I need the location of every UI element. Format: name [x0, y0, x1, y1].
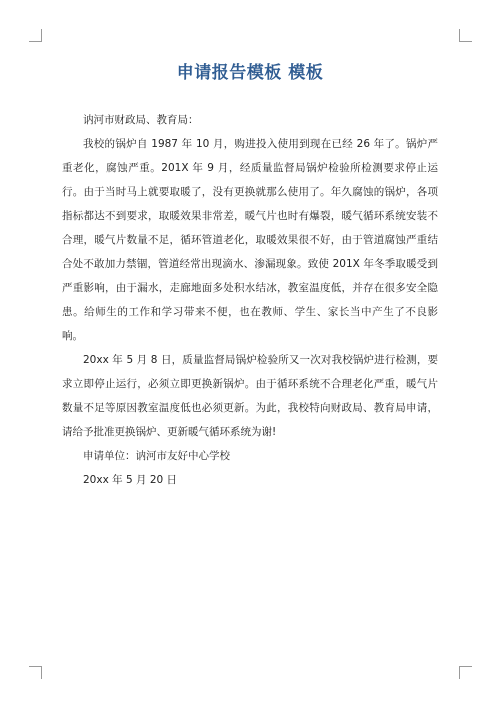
salutation: 讷河市财政局、教育局：	[83, 114, 199, 126]
applicant-line: 申请单位：讷河市友好中心学校	[83, 450, 230, 462]
document-body	[62, 108, 438, 492]
page-corner-mark-top-left	[29, 29, 42, 42]
page-corner-mark-bottom-right	[459, 666, 472, 679]
paragraph-1: 我校的锅炉自 1987 年 10 月，购进投入使用到现在已经 26 年了。锅炉严重老化，腐蚀严重。201X 年 9 月，经质量监督局锅炉检验所检测要求停止运行。由于当时马上就要取暖了，没有更换就那么使用了。年久腐蚀的锅炉，各项指标都达不到要求，取暖效果非常差，暖气片也时有爆裂，暖气循环系统安装不合理，暖气片数量不足，循环管道老化，取暖效果很不好，由于管道腐蚀严重结合处不敢加力禁锢，管道经常出现滴水、渗漏现象。致使 201X 年冬季取暖受到严重影响，由于漏水，走廊地面多处积水结冰，教室温度低，并存在很多安全隐患。给师生的工作和学习带来不便，也在教师、学生、家长当中产生了不良影响。	[62, 138, 438, 342]
date-line: 20xx 年 5 月 20 日	[83, 474, 178, 486]
document-title: 申请报告模板 模板	[176, 63, 324, 83]
page-corner-mark-bottom-left	[29, 666, 42, 679]
page-corner-mark-top-right	[459, 29, 472, 42]
paragraph-2: 20xx 年 5 月 8 日，质量监督局锅炉检验所又一次对我校锅炉进行检测，要求立即停止运行，必须立即更换新锅炉。由于循环系统不合理老化严重，暖气片数量不足等原因教室温度低也必须更新。为此，我校特向财政局、教育局申请，请给予批准更换锅炉、更新暖气循环系统为谢!	[62, 354, 438, 438]
